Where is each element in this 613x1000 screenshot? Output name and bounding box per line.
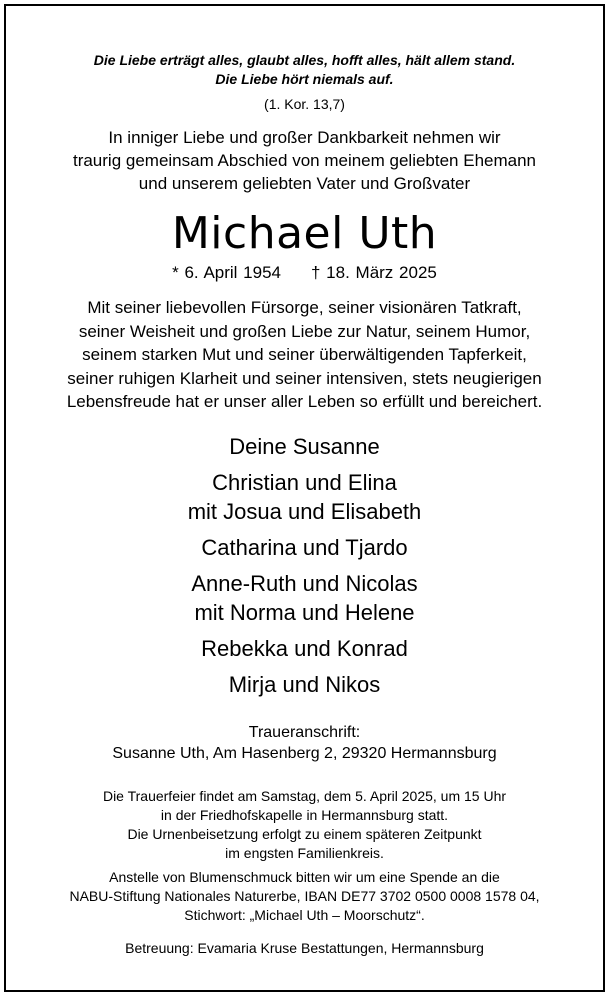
- funeral-line: in der Friedhofskapelle in Hermannsburg statt.: [160, 807, 449, 823]
- tribute-line: seinem starken Mut und seiner überwältigenden Tapferkeit,: [82, 345, 527, 364]
- tribute-line: seiner ruhigen Klarheit und seiner intensiven, stets neugierigen: [67, 368, 542, 388]
- family-group: [6, 569, 603, 627]
- funeral-home: Betreuung: Evamaria Kruse Bestattungen, Hermannsburg: [125, 940, 484, 956]
- family-member: Christian und Elina: [212, 470, 397, 495]
- deceased-name: Michael Uth: [171, 208, 438, 259]
- family-group: [6, 670, 603, 699]
- tribute-line: Mit seiner liebevollen Fürsorge, seiner visionären Tatkraft,: [87, 298, 522, 317]
- address-value: Susanne Uth, Am Hasenberg 2, 29320 Hermannsburg: [112, 745, 497, 762]
- family-member: Anne-Ruth und Nicolas: [191, 571, 418, 596]
- obituary-frame: [4, 4, 605, 992]
- funeral-line: Die Urnenbeisetzung erfolgt zu einem späteren Zeitpunkt: [127, 826, 482, 842]
- family-member: Mirja und Nikos: [228, 672, 381, 697]
- tribute-text: [6, 296, 603, 414]
- quote-line-1: Die Liebe erträgt alles, glaubt alles, hofft alles, hält allem stand.: [93, 52, 516, 68]
- donation-line: Stichwort: „Michael Uth – Moorschutz“.: [184, 907, 425, 923]
- family-group: [6, 432, 603, 461]
- intro-line: und unserem geliebten Vater und Großvater: [138, 174, 471, 193]
- family-group: [6, 533, 603, 562]
- life-dates: [6, 262, 603, 284]
- family-member: Deine Susanne: [229, 434, 380, 459]
- family-group: [6, 634, 603, 663]
- intro-text: [6, 126, 603, 195]
- funeral-line: Die Trauerfeier findet am Samstag, dem 5. April 2025, um 15 Uhr: [102, 788, 507, 804]
- intro-line: traurig gemeinsam Abschied von meinem geliebten Ehemann: [72, 151, 537, 170]
- death-date: † 18. März 2025: [311, 263, 437, 282]
- quote-line-2: Die Liebe hört niemals auf.: [215, 71, 394, 87]
- family-group: [6, 468, 603, 526]
- donation-line: Anstelle von Blumenschmuck bitten wir um eine Spende an die: [109, 869, 500, 885]
- bible-quote: [6, 51, 603, 89]
- family-member: mit Josua und Elisabeth: [187, 499, 422, 524]
- donation-info: [6, 868, 603, 925]
- funeral-info: [6, 787, 603, 863]
- family-member: Catharina und Tjardo: [201, 535, 408, 560]
- tribute-line: seiner Weisheit und großen Liebe zur Natur, seinem Humor,: [78, 321, 531, 341]
- birth-date: * 6. April 1954: [172, 263, 281, 282]
- intro-line: In inniger Liebe und großer Dankbarkeit nehmen wir: [108, 128, 501, 147]
- mourning-address: [6, 722, 603, 764]
- family-list: [6, 432, 603, 706]
- address-label: Traueranschrift:: [248, 724, 361, 741]
- family-member: Rebekka und Konrad: [201, 636, 408, 661]
- family-member: mit Norma und Helene: [194, 600, 415, 625]
- donation-line: NABU-Stiftung Nationales Naturerbe, IBAN DE77 3702 0500 0008 1578 04,: [69, 888, 540, 904]
- funeral-line: im engsten Familienkreis.: [225, 845, 384, 861]
- quote-reference: (1. Kor. 13,7): [264, 96, 345, 112]
- tribute-line: Lebensfreude hat er unser aller Leben so erfüllt und bereichert.: [66, 392, 543, 411]
